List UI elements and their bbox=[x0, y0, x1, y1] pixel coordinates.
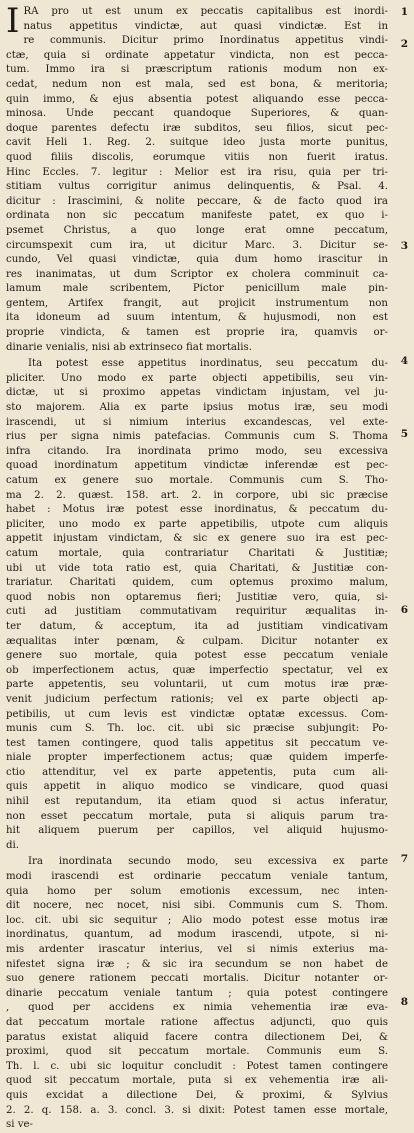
text-line: proprie vindicta, & tamen est proprie ira, quamvis or- bbox=[6, 327, 388, 339]
margin-number: 1 bbox=[400, 6, 408, 18]
text-body bbox=[6, 1, 388, 1133]
text-line: ordinata non sic peccatum manifeste patet, ex quo i- bbox=[6, 210, 388, 222]
text-line: dinarie venialis, nisi ab extrinseco fiat mortalis. bbox=[6, 341, 252, 353]
text-line: RA pro ut est unum ex peccatis capitalibus est inordi- bbox=[23, 6, 388, 17]
text-line: cuti ad justitiam commutativam requiritur æqualitas in- bbox=[6, 606, 388, 618]
text-line: quod nobis non optaremus fieri; Justitiæ vero, quia, si- bbox=[6, 591, 388, 603]
text-line: ctio attenditur, vel ex parte appetentis, puta cum ali- bbox=[6, 766, 388, 778]
paragraph bbox=[6, 357, 388, 853]
text-line: Hinc Eccles. 7. legitur : Melior est ira risu, quia per tri- bbox=[6, 166, 388, 178]
text-line: dit nocere, nec nocet, nisi sibi. Communis cum S. Thom. bbox=[6, 900, 388, 912]
text-line: munis cum S. Th. loc. cit. ubi sic præcise subjungit: Po- bbox=[6, 723, 388, 735]
text-line: Th. l. c. ubi sic loquitur concludit : Potest tamen contingere bbox=[6, 1060, 388, 1072]
text-line: nihil est reputandum, ita etiam quod si actus inferatur, bbox=[6, 796, 388, 808]
text-line: sto majorem. Alia ex parte ipsius motus iræ, seu modi bbox=[6, 402, 388, 414]
paragraph bbox=[6, 1, 388, 355]
drop-cap: I bbox=[6, 1, 20, 41]
text-line: irascendi, ut si nimium interius excandescas, vel exte- bbox=[6, 416, 388, 428]
paragraph bbox=[6, 855, 388, 1132]
text-line: catum mortale, quia contrariatur Charitati & Justitiæ; bbox=[6, 547, 388, 559]
text-line: nifestet signa iræ ; & sic ira secundum se non habet de bbox=[6, 958, 388, 970]
text-line: infra citando. Ira inordinata primo modo, seu excessiva bbox=[6, 445, 388, 457]
text-line: res inanimatas, ut dum Scriptor ex cholera comminuit ca- bbox=[6, 268, 388, 280]
text-line: quin immo, & ejus absentia potest aliquando esse pecca- bbox=[6, 93, 388, 105]
text-line: re communis. Dicitur primo Inordinatus appetitus vindi- bbox=[23, 35, 388, 47]
text-line: modi irascendi est ordinarie peccatum veniale tantum, bbox=[6, 871, 388, 883]
text-line: psemet Christus, a quo longe erat omne peccatum, bbox=[6, 224, 388, 236]
text-line: gentem, Artifex frangit, aut projicit instrumentum non bbox=[6, 297, 388, 309]
text-line: si ve- bbox=[6, 1119, 33, 1131]
text-line: doque parentes defectu iræ subditos, seu filios, sicut pec- bbox=[6, 122, 388, 134]
text-line: genere suo mortale, quia potest esse peccatum veniale bbox=[6, 650, 388, 662]
margin-number: 6 bbox=[400, 604, 408, 616]
text-line: tum. Immo ira si præscriptum rationis modum non ex- bbox=[6, 64, 388, 76]
text-line: quoad inordinatum appetitum vindictæ inferendæ est pec- bbox=[6, 460, 388, 472]
text-line: appetit injustam vindictam, & sic ex genere suo ira est pec- bbox=[6, 533, 388, 545]
text-line: pliciter. Uno modo ex parte objecti appetibilis, seu vin- bbox=[6, 372, 388, 384]
text-line: paratus existat aliquid facere contra dilectionem Dei, & bbox=[6, 1031, 388, 1043]
text-line: quia homo per solum emotionis excessum, nec inten- bbox=[6, 885, 388, 897]
text-line: di. bbox=[6, 839, 20, 851]
text-line: circumspexit cum ira, ut dicitur Marc. 3. Dicitur se- bbox=[6, 239, 388, 251]
text-line: dictæ, ut si proximo appetas vindictam injustam, vel ju- bbox=[6, 387, 388, 399]
text-line: stitiam vultus corrigitur animus delinquentis, & Psal. 4. bbox=[6, 181, 388, 193]
text-line: habet : Motus iræ potest esse inordinatus, & peccatum du- bbox=[6, 504, 388, 516]
text-line: non esset peccatum mortale, puta si aliquis parum tra- bbox=[6, 810, 388, 822]
text-line: rius per signa nimis patefacias. Communis cum S. Thoma bbox=[6, 431, 388, 443]
margin-number: 8 bbox=[400, 996, 408, 1008]
text-line: ita idoneum ad suum intentum, & hujusmodi, non est bbox=[6, 312, 388, 324]
text-line: hit aliquem puerum per capillos, vel aliquid hujusmo- bbox=[6, 825, 388, 837]
text-line: , quod per accidens ex nimia vehementia iræ eva- bbox=[6, 1002, 388, 1014]
text-line: cedat, nedum non est mala, sed est bona, & meritoria; bbox=[6, 78, 388, 90]
text-line: 2. 2. q. 158. a. 3. concl. 3. si dixit: Potest tamen esse mortale, bbox=[6, 1104, 388, 1116]
text-line: suo genere rationem peccati mortalis. Dicitur notanter or- bbox=[6, 973, 388, 985]
text-line: petibilis, ut cum levis est vindictæ optatæ excessus. Com- bbox=[6, 708, 388, 720]
text-line: lamum male scribentem, Pictor penicillum male pin- bbox=[6, 283, 388, 295]
text-line: venit judicium perfectum rationis; vel ex parte objecti ap- bbox=[6, 693, 388, 705]
text-line: dicitur : Irascimini, & nolite peccare, & de facto quod ira bbox=[6, 195, 388, 207]
margin-number: 2 bbox=[400, 38, 408, 50]
text-line: Ita potest esse appetitus inordinatus, seu peccatum du- bbox=[28, 358, 388, 370]
text-line: ter datum, & acceptum, ita ad justitiam vindicativam bbox=[6, 620, 388, 632]
text-line: cavit Heli 1. Reg. 2. suitque ideo justa morte punitus, bbox=[6, 137, 388, 149]
text-line: quod sit peccatum mortale, puta si ex vehementia iræ ali- bbox=[6, 1075, 388, 1087]
text-line: natus appetitus vindictæ, aut quasi vindictæ. Est in bbox=[23, 20, 388, 32]
text-line: test tamen contingere, quod talis appetitus sit peccatum ve- bbox=[6, 737, 388, 749]
text-line: niale propter imperfectionem actus; quæ quidem imperfe- bbox=[6, 752, 388, 764]
text-line: quis appetit in aliquo modico se vindicare, quod quasi bbox=[6, 781, 388, 793]
margin-number: 4 bbox=[400, 355, 408, 367]
text-line: quis excidat a dilectione Dei, & proximi, & Sylvius bbox=[6, 1089, 388, 1101]
text-line: ubi ut vide tota ratio est, quia Charitati, & Justitiæ con- bbox=[6, 562, 388, 574]
text-line: proximi, quod sit peccatum mortale. Communis eum S. bbox=[6, 1046, 388, 1058]
text-line: ma 2. 2. quæst. 158. art. 2. in corpore, ubi sic præcise bbox=[6, 489, 388, 501]
text-line: minosa. Unde peccant quandoque Superiores, & quan- bbox=[6, 108, 388, 120]
text-line: æqualitas inter pœnam, & culpam. Dicitur notanter ex bbox=[6, 635, 388, 647]
text-line: Ira inordinata secundo modo, seu excessiva ex parte bbox=[28, 856, 388, 868]
text-line: ob imperfectionem actus, quæ imperfectio spectatur, vel ex bbox=[6, 664, 388, 676]
text-line: dinarie peccatum veniale tantum ; quia potest contingere bbox=[6, 987, 388, 999]
margin-number: 7 bbox=[400, 853, 408, 865]
margin-number: 3 bbox=[400, 240, 408, 252]
text-line: quod filiis discolis, eorumque vitiis non fuerit iratus. bbox=[6, 151, 388, 163]
text-line: loc. cit. ubi sic sequitur ; Alio modo potest esse motus iræ bbox=[6, 914, 388, 926]
text-line: parte appetentis, seu voluntarii, ut cum motus iræ præ- bbox=[6, 679, 388, 691]
text-line: dat peccatum mortale ratione affectus adjuncti, quo quis bbox=[6, 1016, 388, 1028]
margin-number: 5 bbox=[400, 428, 408, 440]
text-line: mis ardenter irascatur interius, vel si nimis exterius ma- bbox=[6, 944, 388, 955]
text-line: ctæ, quia si ordinate appetatur vindicta, non est pecca- bbox=[6, 49, 388, 61]
text-line: inordinatus, quantum, ad modum irascendi, utpote, si ni- bbox=[6, 929, 388, 941]
text-line: pliciter, uno modo ex parte appetibilis, utpote cum aliquis bbox=[6, 518, 388, 530]
text-line: catum ex genere suo mortale. Communis cum S. Tho- bbox=[6, 475, 388, 486]
text-line: cundo, Vel quasi vindictæ, quia dum homo irascitur in bbox=[6, 254, 388, 266]
text-line: trariatur. Charitati quidem, cum optemus proximo malum, bbox=[6, 577, 388, 589]
